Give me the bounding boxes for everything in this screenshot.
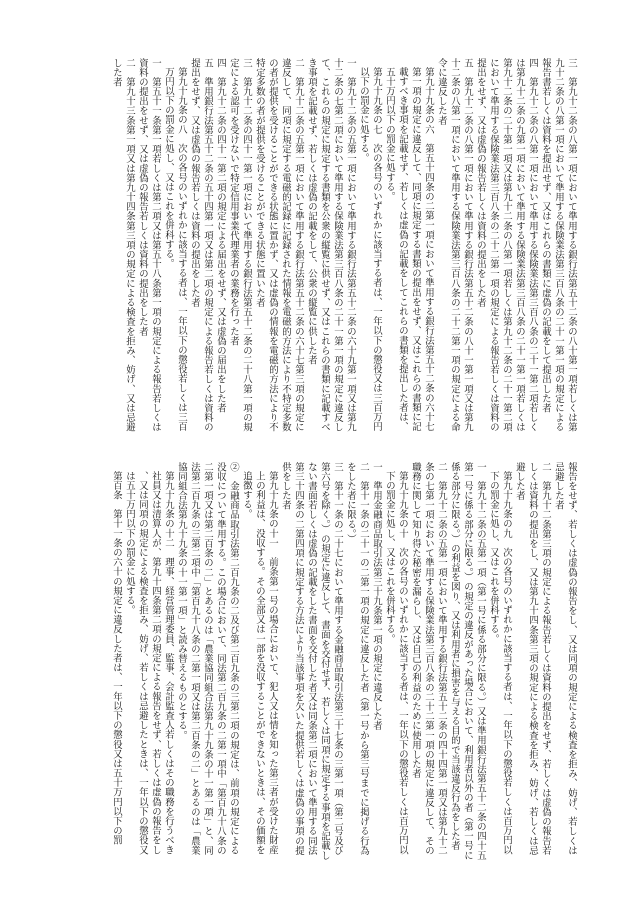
article-heading: 第九十九条の九 次の各号のいずれかに該当する者は、一年以下の懲役若しくは百万円以下の罰金に処し、又はこれを併科する。 — [488, 471, 512, 855]
article-paragraph: 一 第九十二条の五第一項において準用する銀行法第五十二条の六十九第一項又は第九十二条の七第二項において準用する保険業法第三百八条の二十一第一項の規定に違反して、これらの規定に規定する書類を公衆の縦覧に供せず、又はこれらの書類に記載すべき事項を記載せず、若しくは虚偽の記載をして、公衆の縦覧に供した者 — [306, 58, 356, 433]
article-paragraph: 二 第九十二条の五第一項において準用する銀行法第五十二条の四十四第一項又は第九十二条の七第一項において準用する保険業法第三百八条の二十二第一項の規定に違反して、その職務に関して知り得た秘密を漏らし、又は自己の利益のために使用した者 — [410, 462, 447, 856]
article-paragraph: 五 準用銀行法第五十二条の五十四第一項又は第二項の規定による報告若しくは資料の提出をせず、又は虚偽の報告若しくは資料の提出をした者 — [189, 58, 213, 433]
article-heading: 第九十九条の七 次の各号のいずれかに該当する者は、一年以下の懲役又は三百万円以下の罰金に処する。 — [358, 67, 382, 432]
article-heading: 第九十九条の六 第五十四条の二第一項において準用する銀行法第五十二条の六十七第一項の規定に違反して、同項に規定する書類の提出をせず、又はこれらの書類に記載すべき事項を記載せず、若しくは虚偽の記載をしてこれらの書類を提出した者は、五十万円以下の罰金に処する。 — [384, 67, 434, 432]
upper-vertical-text — [58, 58, 578, 438]
article-heading: 第百条 第十一条の六十の規定に違反した者は、一年以下の懲役又は五十万円以下の罰 — [111, 471, 122, 846]
article-paragraph: 五 第九十二条の八第一項において準用する銀行法第五十二条の八十一第一項又は第九十二条の八第一項において準用する保険業法第三百八条の二十二第一項の規定による命令に違反した者 — [436, 58, 473, 433]
article-paragraph: 三 第九十二条の四十一第一項において準用する銀行法第五十二条の二十八第一項の規定による認可を受けないで特定信用事業代理業者の業務を行った者 — [228, 58, 252, 433]
article-paragraph: 三 第十一条の二十七において準用する金融商品取引法第三十七条の三第一項（第二号及び第六号を除く。）の規定に違反して、書面を交付せず、若しくは同項に規定する事項を記載しない書面若しくは虚偽の記載をした書面を交付した者又は同条第二項において準用する同法第三十四条の二第四項に規定する方法により当該事項を欠いた提供若しくは虚偽の事項の提供をした者 — [280, 462, 343, 861]
article-paragraph: 二 第十一条の二十一の二第一項の規定に違反した者（第一号から第三号までに掲げる行為をした者に限る。） — [345, 462, 369, 856]
article-paragraph: 報告をせず、若しくは虚偽の報告をし、又は同項の規定による検査を拒み、妨げ、若しくは忌避した者 — [553, 462, 577, 856]
lower-vertical-text — [58, 462, 578, 862]
article-heading: 第九十九条の十二 理事、経営管理委員、監事、会計監査人若しくはその職務を行うべき社員又は清算人が、第九十四条第二項の規定による報告をせず、若しくは虚偽の報告をし、又は同項の規定による検査を拒み、妨げ、若しくは忌避したときは、一年以下の懲役又は五十万円以下の罰金に処する。 — [124, 471, 174, 855]
article-paragraph: 一 第五十一条第一項若しくは第二項又は第五十八条第一項の規定による報告若しくは資料の提出をせず、又は虚偽の報告若しくは資料の提出をした者 — [137, 58, 161, 433]
article-paragraph: 二 第九十二条の五第一項において準用する銀行法第五十二条の六十七第三項の規定に違反して、同項に規定する電磁的記録に記録された情報を電磁的方法により不特定多数の者が提供を受けることができる状態に置かず、又は虚偽の情報を電磁的方法により不特定多数の者が提供を受けることができる状態に置いた者 — [254, 58, 304, 433]
lower-text-band — [58, 462, 578, 862]
article-paragraph: ② 金融商品取引法第二百九条の二及び第二百九条の三第二項の規定は、前項の規定による没収について準用する。この場合において、同法第二百九条の二第一項中「第百九十八条の二第一項又は第二百条の二」とあるのは「農業協同組合法第九十九条の十一第一項」と、同法第二百九条の三第二項中「第百九十八条の二第一項又は第二百条の二」とあるのは「農業協同組合法第九十九条の十一第一項」と読み替えるものとする。 — [176, 462, 239, 856]
article-paragraph: 三 第九十二条の八第一項において準用する銀行法第五十二条の八十第一項若しくは第九十二条の八第一項において準用する保険業法第三百八条の二十一第一項の規定による報告書若しくは資料を提出せず、又はこれらの書類に虚偽の記載をして提出した者 — [540, 58, 577, 433]
article-paragraph: 四 第九十二条の八第一項において準用する保険業法第三百八条の二十一第二項若しくは第九十二条の九第一項において準用する保険業法第三百八条の二十一第一項若しくは第九十二条の二十第一項又は第九十二条の八第一項若しくは第九十二条の二十一第二項において準用する保険業法第三百八条の二十二第一項の規定による報告若しくは資料の提出をせず、又は虚偽の報告若しくは資料の提出をした者 — [475, 58, 538, 433]
article-heading: 第九十九条の十 次の各号のいずれかに該当する者は、一年以下の懲役若しくは百万円以下の罰金に処し、又はこれを併科する。 — [384, 471, 408, 855]
article-heading: 第九十九条の八 次の各号のいずれかに該当する者は、一年以下の懲役若しくは三百万円以下の罰金に処し、又はこれを併科する。 — [163, 67, 187, 432]
article-paragraph: 二 第九十三条第一項又は第九十四条第三項の規定による検査を拒み、妨げ、又は忌避した者 — [111, 58, 135, 433]
article-paragraph: 四 第九十二条の四十一第二項の規定による届出をせず、又は虚偽の届出をした者 — [215, 58, 226, 413]
article-heading: 第九十九条の十一 前条第一号の場合において、犯人又は情を知った第三者が受けた財産上の利益は、没収する。その全部又は一部を没収することができないときは、その価額を追徴する。 — [241, 471, 278, 855]
article-paragraph: 一 第九十二条の五第一項（第一号に係る部分に限る。）又は準用銀行法第五十二条の四十五第一号に係る部分に限る。）の規定の違反があった場合において、利用者以外の者（第一号に係る部分に限る。）の利益を図り、又は利用者に損害を与える目的で当該違反行為をした者 — [449, 462, 486, 861]
article-paragraph: 一 準用金融商品取引法第三十九条第一項の規定に違反した者 — [371, 462, 382, 731]
article-paragraph: 二 第九十二条第三項の規定による報告若しくは資料の提出をせず、若しくは虚偽の報告若しくは資料の提出をし、又は第九十四条第三項の規定による検査を拒み、妨げ、若しくは忌避した者 — [514, 462, 551, 856]
section-divider — [58, 449, 578, 450]
upper-text-band — [58, 58, 578, 438]
